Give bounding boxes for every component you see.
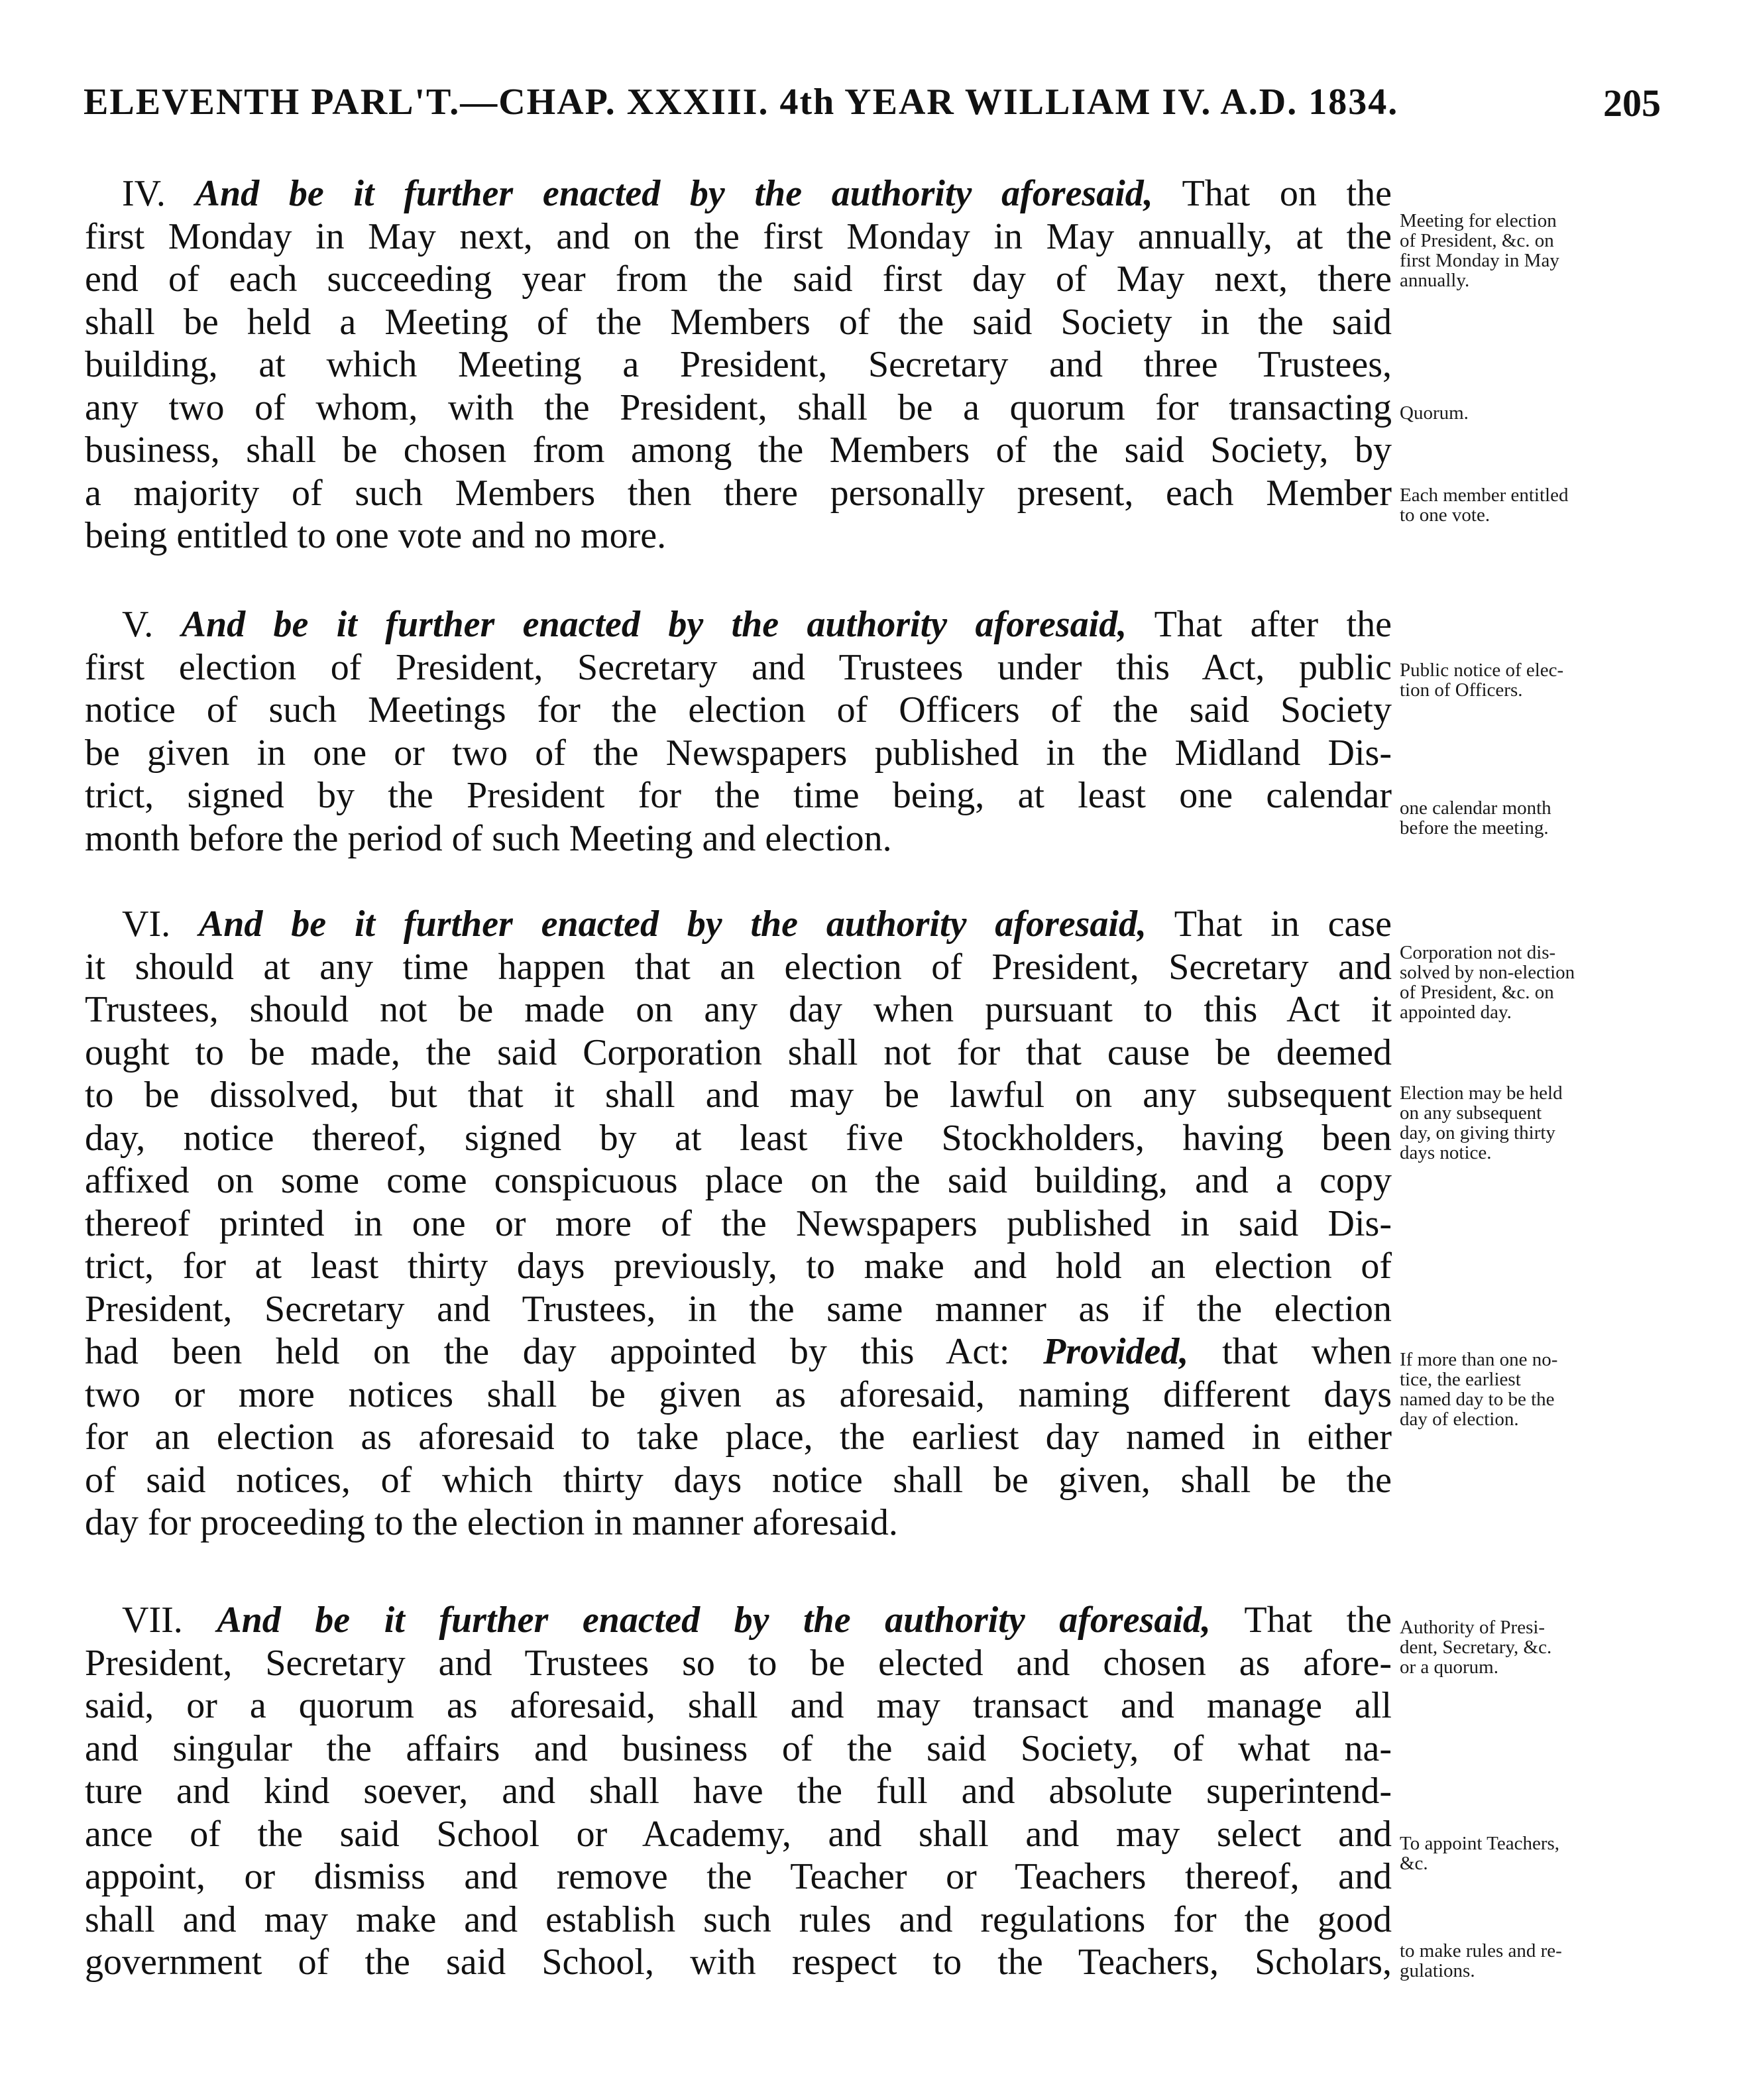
section-number: VI. bbox=[122, 904, 171, 945]
section-v-line-1 bbox=[85, 603, 1392, 646]
section-number: IV. bbox=[122, 173, 166, 214]
section-v bbox=[85, 603, 1392, 860]
section-iv-line-2: first Monday in May next, and on the first Monday in May annually, at the bbox=[85, 215, 1392, 257]
line-text: that when bbox=[1222, 1331, 1392, 1372]
section-vi-line-5: to be dissolved, but that it shall and may be lawful on any subsequent bbox=[85, 1075, 1392, 1116]
enacting-formula: And be it further enacted by the authority aforesaid, bbox=[217, 1600, 1211, 1641]
line-text: That in case bbox=[1174, 904, 1392, 945]
section-vii-line-5: ture and kind soever, and shall have the full and absolute superintend- bbox=[85, 1771, 1392, 1812]
section-vi-line-9: trict, for at least thirty days previously, to make and hold an election of bbox=[85, 1246, 1392, 1287]
section-iv-line-7: business, shall be chosen from among the Members of the said Society, by bbox=[85, 430, 1392, 471]
section-v-line-2: first election of President, Secretary and Trustees under this Act, public bbox=[85, 646, 1392, 688]
section-vi-line-6: day, notice thereof, signed by at least five Stockholders, having been bbox=[85, 1117, 1392, 1159]
section-vii-line-3: said, or a quorum as aforesaid, shall and may transact and manage all bbox=[85, 1685, 1392, 1726]
section-iv-line-6: any two of whom, with the President, shall be a quorum for transacting bbox=[85, 386, 1392, 428]
section-vi bbox=[85, 903, 1392, 1545]
section-vi-line-12: two or more notices shall be given as aforesaid, naming different days bbox=[85, 1373, 1392, 1415]
line-text: That after the bbox=[1154, 604, 1392, 645]
running-head-title: ELEVENTH PARL'T.—CHAP. XXXIII. 4th YEAR WILLIAM IV. A.D. 1834. bbox=[84, 82, 1399, 123]
section-v-line-6: month before the period of such Meeting and election. bbox=[85, 817, 892, 859]
margin-note-authority: Authority of Presi- dent, Secretary, &c. or a quorum. bbox=[1400, 1617, 1552, 1678]
margin-note-quorum: Quorum. bbox=[1400, 402, 1469, 424]
section-vi-line-1 bbox=[85, 903, 1392, 946]
section-vi-line-4: ought to be made, the said Corporation shall not for that cause be deemed bbox=[85, 1031, 1392, 1073]
section-vi-line-13: for an election as aforesaid to take place, the earliest day named in either bbox=[85, 1417, 1392, 1458]
line-text: That on the bbox=[1182, 173, 1392, 214]
enacting-formula: And be it further enacted by the authority aforesaid, bbox=[195, 173, 1153, 214]
section-iv-line-3: end of each succeeding year from the said first day of May next, there bbox=[85, 259, 1392, 300]
section-vii-line-9: government of the said School, with respect to the Teachers, Scholars, bbox=[85, 1942, 1392, 1983]
section-vii-line-2: President, Secretary and Trustees so to be elected and chosen as afore- bbox=[85, 1642, 1392, 1684]
section-iv-line-4: shall be held a Meeting of the Members of the said Society in the said bbox=[85, 301, 1392, 343]
margin-note-calendar-month: one calendar month before the meeting. bbox=[1400, 797, 1551, 839]
page-number: 205 bbox=[1603, 82, 1661, 125]
enacting-formula: And be it further enacted by the authority aforesaid, bbox=[198, 904, 1147, 945]
margin-note-earliest-day: If more than one no- tice, the earliest named day to be the day of election. bbox=[1400, 1349, 1558, 1430]
section-number: VII. bbox=[122, 1600, 183, 1641]
section-vii-line-7: appoint, or dismiss and remove the Teacher or Teachers thereof, and bbox=[85, 1856, 1392, 1897]
margin-note-meeting-election: Meeting for election of President, &c. on first Monday in May annually. bbox=[1400, 210, 1559, 291]
section-iv-line-1 bbox=[85, 172, 1392, 215]
section-vi-line-8: thereof printed in one or more of the Newspapers published in said Dis- bbox=[85, 1202, 1392, 1244]
proviso-word: Provided, bbox=[1043, 1331, 1189, 1372]
section-iv bbox=[85, 172, 1392, 557]
margin-note-one-vote: Each member entitled to one vote. bbox=[1400, 485, 1569, 526]
margin-note-public-notice: Public notice of elec- tion of Officers. bbox=[1400, 660, 1564, 701]
section-vi-line-11 bbox=[85, 1330, 1392, 1373]
section-vii-line-1 bbox=[85, 1599, 1392, 1642]
section-vii-line-8: shall and may make and establish such rules and regulations for the good bbox=[85, 1898, 1392, 1940]
section-iv-line-9: being entitled to one vote and no more. bbox=[85, 515, 667, 556]
section-vi-line-15: day for proceeding to the election in manner aforesaid. bbox=[85, 1502, 898, 1543]
section-vi-line-2: it should at any time happen that an election of President, Secretary and bbox=[85, 946, 1392, 988]
margin-note-subsequent-day: Election may be held on any subsequent day, on giving thirty days notice. bbox=[1400, 1082, 1563, 1163]
section-v-line-5: trict, signed by the President for the time being, at least one calendar bbox=[85, 775, 1392, 816]
section-vii bbox=[85, 1599, 1392, 1984]
section-vi-line-14: of said notices, of which thirty days notice shall be given, shall be the bbox=[85, 1459, 1392, 1501]
section-v-line-3: notice of such Meetings for the election of Officers of the said Society bbox=[85, 689, 1392, 730]
section-vi-line-10: President, Secretary and Trustees, in the same manner as if the election bbox=[85, 1288, 1392, 1330]
margin-note-appoint-teachers: To appoint Teachers, &c. bbox=[1400, 1833, 1560, 1874]
line-text: had been held on the day appointed by this Act: bbox=[85, 1331, 1010, 1372]
running-head bbox=[84, 81, 1661, 134]
section-number: V. bbox=[122, 604, 154, 645]
margin-note-rules: to make rules and re- gulations. bbox=[1400, 1940, 1562, 1981]
enacting-formula: And be it further enacted by the authority aforesaid, bbox=[181, 604, 1127, 645]
section-vii-line-4: and singular the affairs and business of the said Society, of what na- bbox=[85, 1727, 1392, 1769]
section-iv-line-5: building, at which Meeting a President, Secretary and three Trustees, bbox=[85, 344, 1392, 385]
margin-note-corporation-not-dissolved: Corporation not dis- solved by non-election of President, &c. on appointed day. bbox=[1400, 942, 1575, 1023]
section-v-line-4: be given in one or two of the Newspapers published in the Midland Dis- bbox=[85, 732, 1392, 774]
section-vii-line-6: ance of the said School or Academy, and shall and may select and bbox=[85, 1813, 1392, 1855]
section-iv-line-8: a majority of such Members then there personally present, each Member bbox=[85, 472, 1392, 514]
section-vi-line-3: Trustees, should not be made on any day when pursuant to this Act it bbox=[85, 989, 1392, 1030]
line-text: That the bbox=[1244, 1600, 1392, 1641]
section-vi-line-7: affixed on some come conspicuous place on the said building, and a copy bbox=[85, 1160, 1392, 1201]
